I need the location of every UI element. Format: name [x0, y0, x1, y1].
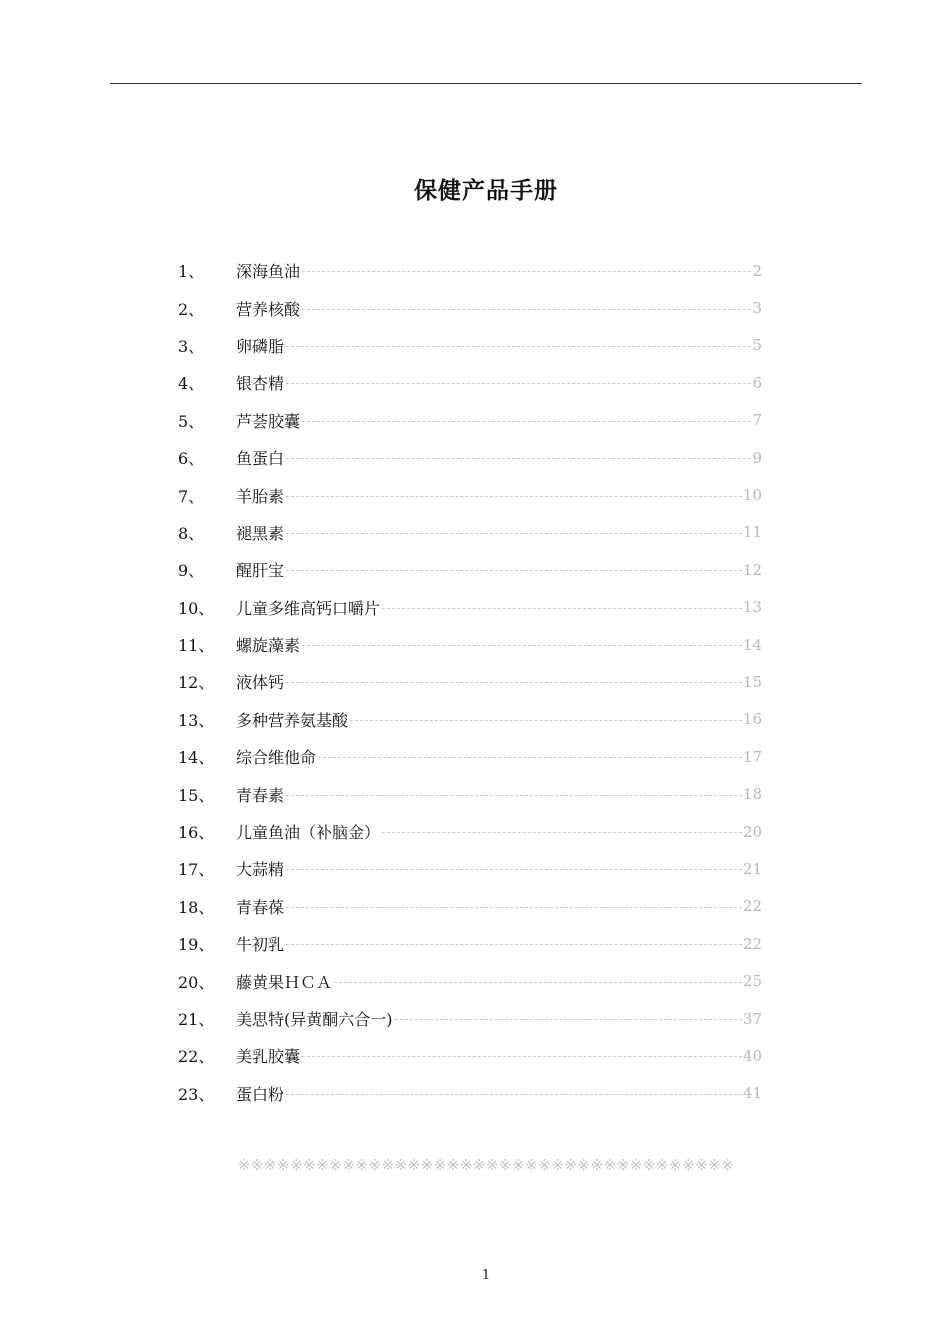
toc-entry[interactable] [178, 589, 778, 626]
toc-entry-label[interactable]: 多种营养氨基酸 [236, 710, 349, 730]
toc-entry-line [236, 409, 762, 432]
toc-entry-page: 2 [752, 261, 762, 280]
toc-entry[interactable] [178, 701, 778, 738]
toc-entry-number: 7、 [178, 486, 205, 506]
toc-entry-label[interactable]: 液体钙 [236, 673, 285, 693]
toc-entry-page: 37 [742, 1009, 762, 1028]
toc-entry-page: 22 [742, 897, 762, 916]
toc-entry[interactable] [178, 663, 778, 700]
toc-entry-number: 19、 [178, 935, 215, 955]
toc-leader-dashes [382, 608, 742, 609]
toc-entry-number: 8、 [178, 523, 205, 543]
toc-entry-line [236, 970, 762, 993]
toc-entry-line [236, 259, 762, 282]
toc-entry-number: 1、 [178, 262, 205, 282]
toc-leader-dashes [334, 982, 742, 983]
toc-entry[interactable] [178, 1075, 778, 1112]
toc-leader-dashes [286, 795, 742, 796]
header-rule [110, 83, 862, 84]
toc-leader-dashes [318, 757, 742, 758]
toc-entry-page: 7 [752, 411, 762, 430]
toc-entry-line [236, 932, 762, 955]
toc-entry-number: 2、 [178, 299, 205, 319]
toc-entry-number: 16、 [178, 823, 215, 843]
toc-entry-page: 3 [752, 299, 762, 318]
toc-leader-dashes [286, 682, 742, 683]
toc-entry-line [236, 633, 762, 656]
toc-entry-number: 20、 [178, 972, 215, 992]
toc-entry-line [236, 521, 762, 544]
toc-entry-number: 11、 [178, 636, 215, 656]
toc-entry-page: 22 [742, 934, 762, 953]
toc-entry-page: 15 [742, 672, 762, 691]
toc-entry-number: 18、 [178, 897, 215, 917]
toc-entry-line [236, 1082, 762, 1105]
toc-entry-number: 13、 [178, 710, 215, 730]
toc-entry-label[interactable]: 芦荟胶囊 [236, 411, 301, 431]
toc-entry[interactable] [178, 813, 778, 850]
toc-entry-label[interactable]: 卵磷脂 [236, 336, 285, 356]
toc-entry-page: 18 [742, 785, 762, 804]
toc-entry-label[interactable]: 牛初乳 [236, 935, 285, 955]
toc-entry[interactable] [178, 364, 778, 401]
toc-leader-dashes [395, 1019, 742, 1020]
toc-leader-dashes [302, 309, 751, 310]
toc-entry-label[interactable]: 鱼蛋白 [236, 449, 285, 469]
toc-entry-label[interactable]: 儿童鱼油（补脑金） [236, 823, 381, 843]
toc-leader-dashes [286, 496, 742, 497]
toc-entry-number: 22、 [178, 1047, 215, 1067]
toc-entry[interactable] [178, 850, 778, 887]
toc-entry-label[interactable]: 深海鱼油 [236, 262, 301, 282]
toc-entry-line [236, 708, 762, 731]
toc-entry-label[interactable]: 藤黄果ＨＣＡ [236, 972, 333, 992]
toc-entry[interactable] [178, 252, 778, 289]
toc-leader-dashes [286, 944, 742, 945]
toc-entry-line [236, 857, 762, 880]
toc-entry[interactable] [178, 962, 778, 999]
toc-leader-dashes [302, 421, 751, 422]
table-of-contents [178, 252, 778, 1112]
toc-entry-number: 9、 [178, 561, 205, 581]
toc-entry-number: 5、 [178, 411, 205, 431]
toc-entry-label[interactable]: 螺旋藻素 [236, 636, 301, 656]
toc-entry-line [236, 670, 762, 693]
toc-entry[interactable] [178, 439, 778, 476]
toc-leader-dashes [302, 645, 742, 646]
toc-entry-line [236, 334, 762, 357]
toc-entry-label[interactable]: 青春素 [236, 785, 285, 805]
toc-entry-line [236, 1044, 762, 1067]
toc-entry-line [236, 371, 762, 394]
toc-entry-line [236, 745, 762, 768]
toc-leader-dashes [286, 346, 751, 347]
toc-leader-dashes [286, 869, 742, 870]
toc-entry-line [236, 297, 762, 320]
toc-entry-line [236, 558, 762, 581]
toc-entry-page: 17 [742, 747, 762, 766]
toc-entry[interactable] [178, 738, 778, 775]
toc-entry[interactable] [178, 1037, 778, 1074]
toc-entry-line [236, 484, 762, 507]
toc-entry-page: 6 [752, 373, 762, 392]
toc-entry-number: 17、 [178, 860, 215, 880]
toc-entry[interactable] [178, 888, 778, 925]
toc-entry-number: 23、 [178, 1084, 215, 1104]
toc-entry-page: 16 [742, 710, 762, 729]
toc-entry-page: 40 [742, 1046, 762, 1065]
toc-entry-number: 12、 [178, 673, 215, 693]
toc-entry-number: 15、 [178, 785, 215, 805]
toc-entry[interactable] [178, 327, 778, 364]
toc-entry[interactable] [178, 775, 778, 812]
toc-entry-page: 21 [742, 859, 762, 878]
toc-entry-label[interactable]: 蛋白粉 [236, 1084, 285, 1104]
toc-entry[interactable] [178, 925, 778, 962]
toc-leader-dashes [286, 570, 742, 571]
toc-leader-dashes [286, 1094, 742, 1095]
toc-entry-page: 14 [742, 635, 762, 654]
toc-entry-number: 4、 [178, 374, 205, 394]
toc-entry-page: 5 [752, 336, 762, 355]
toc-entry-line [236, 895, 762, 918]
toc-entry-label[interactable]: 醒肝宝 [236, 561, 285, 581]
toc-leader-dashes [382, 832, 742, 833]
toc-entry[interactable] [178, 476, 778, 513]
toc-leader-dashes [350, 720, 742, 721]
toc-entry-page: 12 [742, 560, 762, 579]
ornament-divider: ※※※※※※※※※※※※※※※※※※※※※※※※※※※※※※※※※※※※※※ [237, 1156, 735, 1174]
toc-entry-label[interactable]: 青春葆 [236, 897, 285, 917]
toc-leader-dashes [286, 458, 751, 459]
toc-entry-page: 13 [742, 598, 762, 617]
toc-entry-line [236, 596, 762, 619]
toc-entry-number: 21、 [178, 1010, 215, 1029]
toc-entry-page: 10 [742, 486, 762, 505]
toc-entry-page: 11 [742, 523, 762, 542]
toc-entry[interactable] [178, 1000, 778, 1037]
toc-entry[interactable] [178, 626, 778, 663]
toc-entry-number: 10、 [178, 598, 215, 618]
toc-entry-page: 41 [742, 1084, 762, 1103]
toc-leader-dashes [286, 533, 742, 534]
toc-entry-label[interactable]: 褪黑素 [236, 523, 285, 543]
toc-leader-dashes [302, 1056, 742, 1057]
toc-entry-number: 6、 [178, 449, 205, 469]
toc-entry-line [236, 783, 762, 806]
toc-entry-label[interactable]: 大蒜精 [236, 860, 285, 880]
toc-entry-number: 3、 [178, 336, 205, 356]
toc-entry-label[interactable]: 综合维他命 [236, 748, 317, 768]
toc-leader-dashes [286, 907, 742, 908]
page-number: 1 [481, 1268, 491, 1283]
toc-entry-page: 25 [742, 972, 762, 991]
toc-entry-label[interactable]: 美乳胶囊 [236, 1047, 301, 1067]
toc-entry-label[interactable]: 美思特(异黄酮六合一) [236, 1010, 393, 1029]
toc-leader-dashes [286, 383, 751, 384]
toc-entry-line [236, 820, 762, 843]
toc-entry-page: 9 [752, 448, 762, 467]
toc-entry[interactable] [178, 402, 778, 439]
toc-entry[interactable] [178, 289, 778, 326]
toc-entry[interactable] [178, 514, 778, 551]
toc-entry[interactable] [178, 551, 778, 588]
document-title: 保健产品手册 [414, 178, 558, 204]
toc-entry-label[interactable]: 银杏精 [236, 374, 285, 394]
toc-entry-label[interactable]: 儿童多维高钙口嚼片 [236, 598, 381, 618]
toc-entry-page: 20 [742, 822, 762, 841]
toc-entry-number: 14、 [178, 748, 215, 768]
toc-entry-label[interactable]: 营养核酸 [236, 299, 301, 319]
toc-leader-dashes [302, 271, 751, 272]
toc-entry-label[interactable]: 羊胎素 [236, 486, 285, 506]
toc-entry-line [236, 446, 762, 469]
toc-entry-line [236, 1007, 762, 1030]
